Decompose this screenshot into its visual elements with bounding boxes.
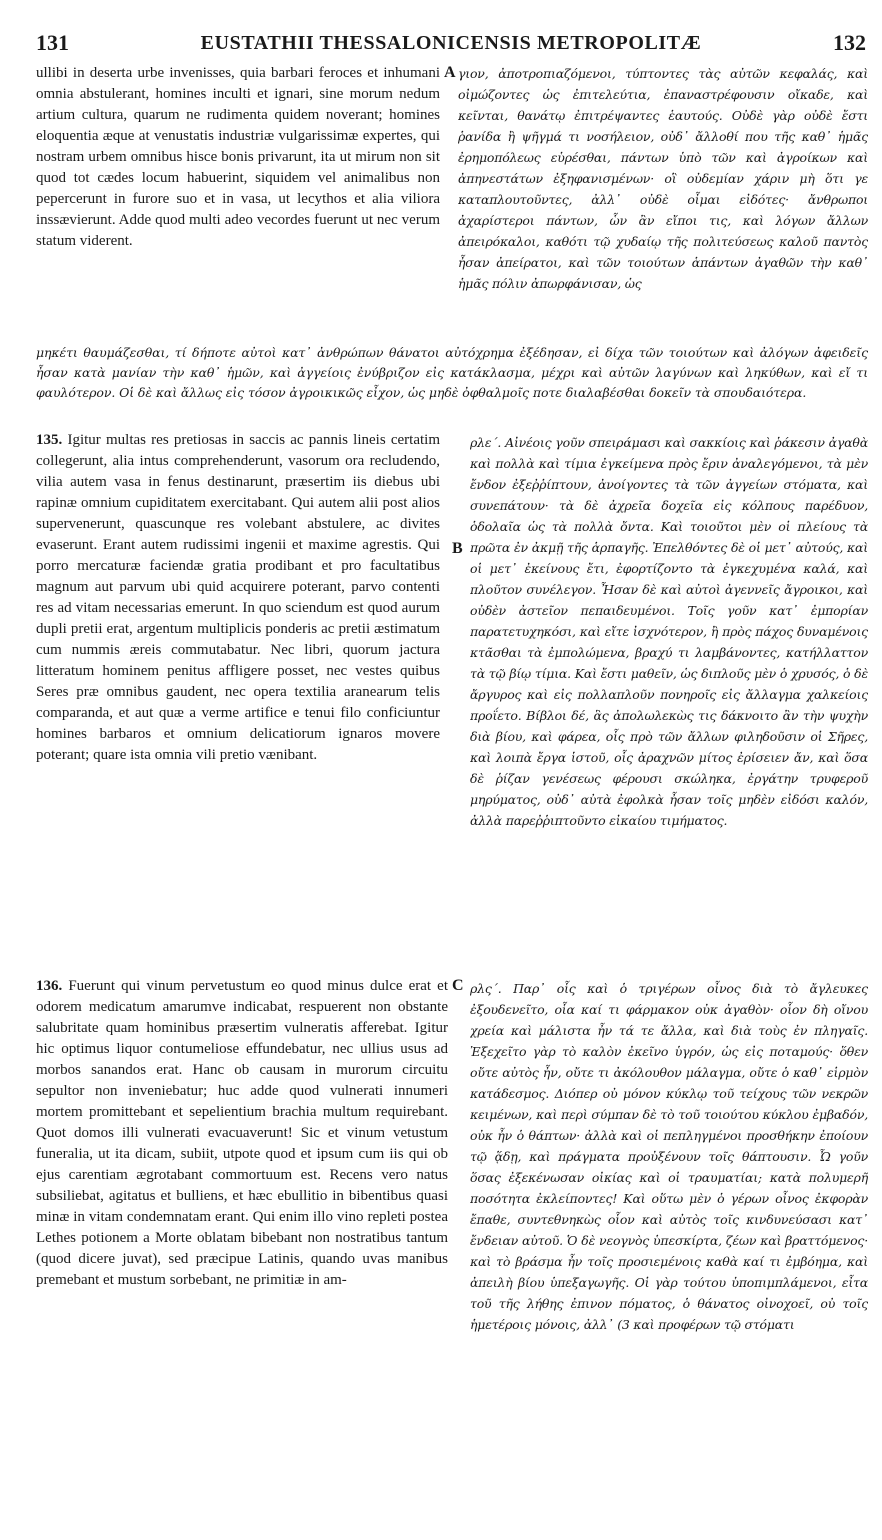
- latin-text-section-136: Fuerunt qui vinum pervetustum eo quod minus dulce erat et odorem medicatum amarumve indicabat, respuerent non obstante salubritate quam hominibus præsertim vulneratis afferebat. Igitur hic optimus liquor contumeliose effundebatur, nec ullius usus ad morbos sanandos erat. Hanc ob causam in murorum circuitu sepultor non inveniebatur; huc adde quod vulnerati innumeri mortem promittebant et sepelientium brachia multum requirebant. Quot domos illi vulnerati evacuaverunt! Sic et vinum vetustum funeralia, ut ita dicam, subiit, utpote quod et ipsum cum iis qui ob ejus carentiam ægrotabant commortuum est. Recens vero natus subsiliebat, agitatus et bulliens, et hæc ebullitio in bibentibus quasi minæ in vitam condemnatam erant. Qui enim illo vino repleti postea Lethes potionem a Morte oblatam bibebant non nostratibus tantum (quod dicere juvat), sed præcipue Latinis, quando uvas manibus premebant et mustum sorbebant, ne primitiæ in am-: [36, 978, 448, 1288]
- running-title: EUSTATHII THESSALONICENSIS METROPOLITÆ: [200, 32, 702, 54]
- section-number-rle: ρλε´.: [470, 435, 502, 450]
- greek-full-width-paragraph: [36, 343, 868, 425]
- latin-column-section-135: [36, 430, 440, 860]
- page-number-left: 131: [36, 30, 69, 55]
- section-number-rls: ρλς´.: [470, 981, 502, 996]
- latin-column-block1: [36, 63, 440, 341]
- latin-text-section-135: Igitur multas res pretiosas in saccis ac pannis lineis certatim collegerunt, alia intus comprehenderunt, vasorum ora recludendo, vilia autem vasa in fenus destinarunt, præsertim iis diebus ubi rapinæ omnium cupiditatem exercitabant. Qui autem alii post alios supervenerunt, quascunque res volebant abstulere, ac divites evaserunt. Erant autem rudissimi ingenii et maxime agrestis. Qui porro mercaturæ faciendæ gratia prodibant et pro facultatibus magnum aut parvum ubi quid acquirere poterant, parvo contenti res ad vitam necessarias emerunt. In quo sciendum est quod aurum dupli pretii erat, argentum multiplicis ponderis ac pretii æstimatum cum nummis æreis commutabatur. Nec libri, quorum jactura litteratum hominem penitus affligere posset, nec vestes quibus Seres præ omnibus gaudent, nec opera textilia aranearum telis comparanda, et aut quæ a verme artifice e tenui filo conficiuntur homines barbaros et omnium delicatiorum ignaros movere poterant; quare ista omnia vili pretio vænibant.: [36, 432, 440, 763]
- margin-marker-b: B: [452, 540, 463, 557]
- greek-text-block1: γιον, ἀποτροπιαζόμενοι, τύπτοντες τὰς αὐτῶν κεφαλάς, καὶ οἰμώζοντες ὡς ἐπιτελεύτια, ἐπαναστρέφουσιν οἴκαδε, καὶ κεῖνται, θανάτῳ ἐπιτρέψαντες ἑαυτούς. Οὐδὲ γὰρ οὐδὲ ἔστι ῥανίδα ἢ ψῆγμά τι νοσήλειον, οὐδ᾽ ἄλλοθί που τῆς καθ᾽ ἡμᾶς ἐρημοπόλεως εὑρέσθαι, πάντων ὑπὸ τῶν καὶ ἀγροίκων καὶ ἀπηνεστάτων ἐξηφανισμένων· οἳ οὐδεμίαν χάριν μὴ ὅτι γε καταπλουτοῦντες, ἀλλ᾽ οὐδὲ οἶμαι εἰδότες· ἄνθρωποι ἀχαρίστεροι πάντων, ὧν ἂν εἴποι τις, καὶ λόγων ἄλλων ἀπειρόκαλοι, καθότι τῷ χυδαίῳ τῆς πολιτεύσεως καλοῦ παντὸς ἦσαν ἀπείρατοι, καὶ τῶν τοιούτων ἁπάντων ἀγαθῶν τὴν καθ᾽ ἡμᾶς πόλιν ἀπωρφάνισαν, ὡς: [458, 66, 868, 291]
- margin-marker-c: C: [452, 977, 464, 994]
- page-number-right: 132: [833, 30, 866, 55]
- page-header: [36, 30, 866, 60]
- section-number-136: 136.: [36, 978, 63, 994]
- margin-marker-a: A: [444, 64, 456, 81]
- greek-text-section-rle: Αἰνέοις γοῦν σπειράμασι καὶ σακκίοις καὶ ῥάκεσιν ἀγαθὰ καὶ πολλὰ καὶ τίμια ἐγκείμενα πρὸς ἔριν ἀναλεγόμενοι, τὰ μὲν ἔνδον ἐξεῤῥίπτουν, ἀνοίγοντες τὰ τῶν ἀγγείων στόματα, καὶ συνεπάτουν· τὰ δὲ ἀχρεῖα δοχεῖα εἰς κόλπους παρέδυον, ὁδολαῖα ὡς τὰ πολλὰ ὄντα. Καὶ τοιοῦτοι μὲν οἱ πλείους τὰ πρῶτα ἐν ἀκμῇ τῆς ἁρπαγῆς. Ἐπελθόντες δὲ οἱ μετ᾽ αὐτούς, καὶ οἱ μετ᾽ ἐκείνους ἔτι, ἐφορτίζοντο τὰ ἐγκεχυμένα καλά, καὶ πλοῦτον συνέλεγον. Ἦσαν δὲ καὶ αὐτοὶ ἀγεννεῖς ἄγροικοι, καὶ οὐδὲν ἀστεῖον πεπαιδευμένοι. Τοῖς γοῦν κατ᾽ ἐμπορίαν παρατετυχηκόσι, καὶ εἴτε ἰσχνότερον, ἢ πρὸς πάχος δυναμένοις κτᾶσθαι τὰ ἐμπολώμενα, βραχύ τι λαμβάνοντες, κατήλλαττον τὰ τῷ βίῳ τίμια. Καὶ ἔστι μαθεῖν, ὡς διπλοῦς μὲν ὁ χρυσός, ὁ δὲ ἄργυρος καὶ εἰς πολλαπλοῦν πονηροῖς εἰς ἄλλαγμα χαλκείοις προΐετο. Βίβλοι δέ, ἃς ἀπολωλεκὼς τις δάκνοιτο ἂν τὴν ψυχὴν διὰ βίου, καὶ φάρεα, οἷς πρὸ τῶν ἄλλων φιληδοῦσιν οἱ Σῆρες, καὶ λοιπὰ ἔργα ἱστοῦ, οἷς ἀραχνῶν μίτος ἐρίσειεν ἄν, καὶ ὅσα δὲ ῥίζαν γενέσεως φέρουσι σκώληκα, ἐργάτην τρυφεροῦ μηρύματος, οὐδ᾽ αὐτὰ ἐφολκὰ ἦσαν τοῖς μηδὲν εἰδόσι καλόν, ἀλλὰ παρεῤῥιπτοῦντο εἰκαίου τιμήματος.: [470, 435, 868, 828]
- greek-column-section-rls: [470, 978, 868, 1446]
- greek-text-section-rls: Παρ᾽ οἷς καὶ ὁ τριγέρων οἶνος διὰ τὸ ἄγλευκες ἐξουδενεῖτο, οἷα καί τι φάρμακον οὐκ ἀγαθὸν· οἷον δὴ οἴνου χρεία καὶ μάλιστα ἦν τά τε ἄλλα, καὶ διὰ τοὺς ἐν πληγαῖς. Ἐξεχεῖτο γὰρ τὸ καλὸν ἐκεῖνο ὑγρόν, ὡς εἰς ποταμούς· ὅθεν οὔτε αὐτὸς ἦν, οὔτε τι ἀκόλουθον μάλαγμα, οὔτε ὁ καθ᾽ εἱρμὸν κατάδεσμος. Διόπερ οὐ μόνον κύκλῳ τοῦ τείχους τῶν νεκρῶν κειμένων, καὶ περὶ σύμπαν δὲ τὸ τοῦ τοιούτου κύκλου ἐμβαδόν, οὐκ ἦν ὁ θάπτων· ἀλλὰ καὶ οἱ πεπληγμένοι προσθήκην ἐποίουν τῷ ᾅδῃ, καὶ πράγματα προὐξένουν τοῖς θάπτουσιν. Ὦ γοῦν ὅσας ἐξεκένωσαν οἰκίας καὶ οἱ τραυματίαι; κατὰ πολυμερῆ ποσότητα ἐκλείποντες! Καὶ οὕτω μὲν ὁ γέρων οἶνος ἐκφορὰν ἔπαθε, συντεθνηκὼς οἷον καὶ αὐτὸς τοῖς κινδυνεύσασι κατ᾽ ἔνδειαν αὐτοῦ. Ὁ δὲ νεογνὸς ὑπεσκίρτα, ζέων καὶ βραττόμενος· καὶ τὸ βράσμα ἦν τοῖς προσιεμένοις καθὰ καί τι ἐμβόημα, καὶ ἀπειλὴ βίου ὑπεξαγωγῆς. Οἱ γὰρ τούτου ὑποπιμπλάμενοι, εἶτα τοῦ τῆς λήθης ἐπινον πόματος, ὁ θάνατος οἰνοχοεῖ, οὐ τοῖς ἡμετέροις μόνοις, ἀλλ᾽ (3 καὶ προφέρων τῷ στόματι: [470, 981, 868, 1332]
- latin-column-section-136: [36, 976, 448, 1446]
- greek-column-section-rle: [470, 432, 868, 970]
- section-number-135: 135.: [36, 432, 63, 448]
- greek-column-block1: [458, 63, 868, 341]
- latin-text-block1: ullibi in deserta urbe invenisses, quia barbari feroces et inhumani omnia abstulerant, homines inculti et ignari, sine morum nedum artium cultura, quarum ne rudimenta quidem noverant; homines eloquentia æque at venustatis industriæ vulgarissimæ expertes, qui nostram urbem omnibus hisce bonis privarunt, ita ut mirum non sit quod tot cædes locum habuerint, siquidem vel animalibus non pepercerunt in furore suo et in vasa, ut lecythos et alia viliora inssævierunt. Adde quod multi adeo vecordes fuerunt ut nec verum statum viderent.: [36, 65, 440, 249]
- greek-full-width-text: μηκέτι θαυμάζεσθαι, τί δήποτε αὐτοὶ κατ᾽ ἀνθρώπων θάνατοι αὐτόχρημα ἐξέδησαν, εἰ δίχα τῶν τοιούτων καὶ ἀλόγων ἀφειδεῖς ἦσαν κατὰ μανίαν τὴν καθ᾽ ἡμῶν, καὶ ἀγγείοις ἐνύβριζον εἰς κατάκλασμα, μέχρι καὶ αὐτῶν λαγύνων καὶ ληκύθων, καὶ εἴ τι φαυλότερον. Οἱ δὲ καὶ ἄλλως εἰς τόσον ἀγροικικῶς εἶχον, ὡς μηδὲ ὀφθαλμοῖς ποτε διαλαβέσθαι δοκεῖν τὰ σπουδαιότερα.: [36, 345, 868, 400]
